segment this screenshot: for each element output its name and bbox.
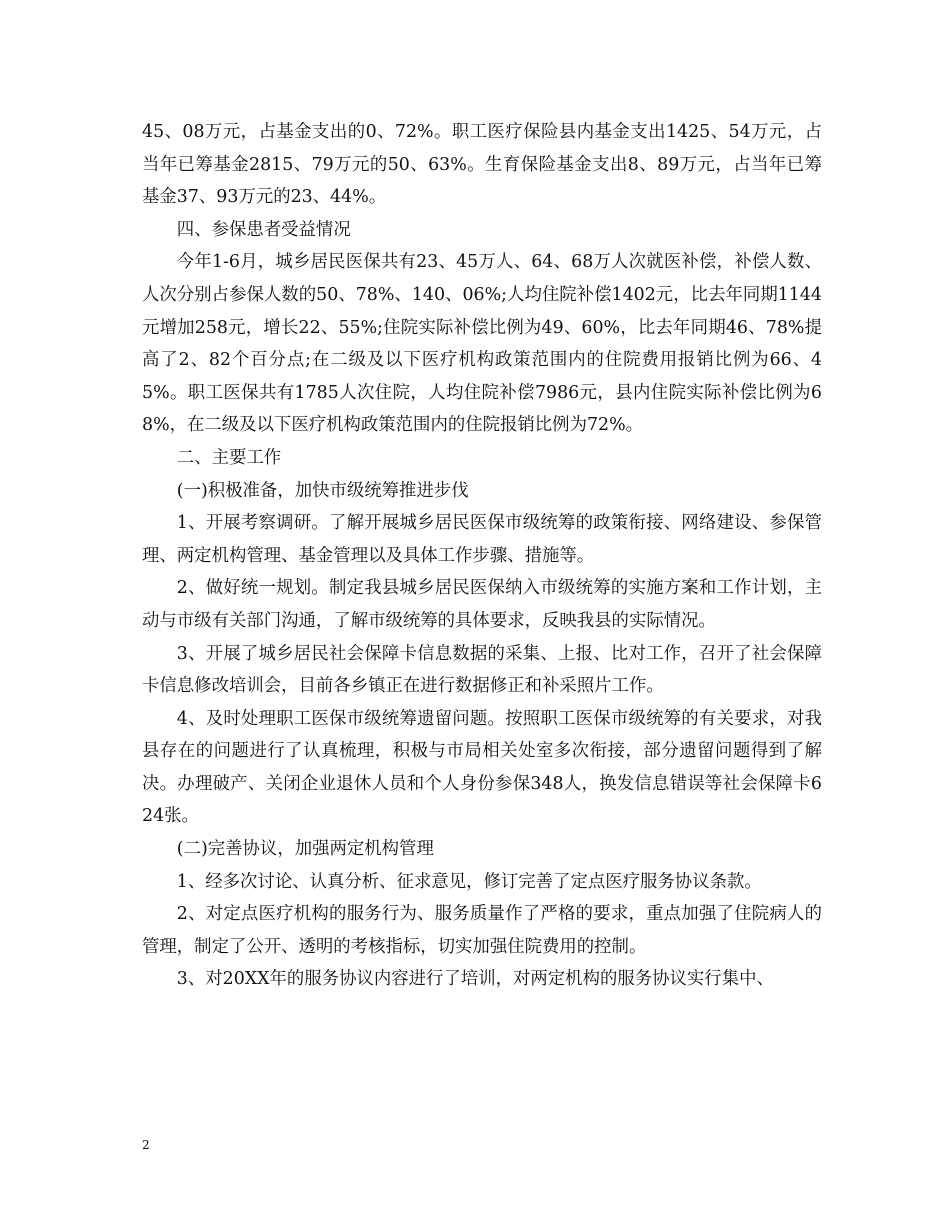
list-item-agreement-training: 3、对20XX年的服务协议内容进行了培训，对两定机构的服务协议实行集中、 — [176, 969, 774, 990]
paragraph-benefits-detail: 今年1-6月，城乡居民医保共有23、45万人、64、68万人次就医补偿，补偿人数、人次分别占参保人数的50、78%、140、06%;人均住院补偿1402元，比去年同期1144元增加258元，增长22、55%;住院实际补偿比例为49、60%，比去年同期46、78%提高了2、82个百分点;在二级及以下医疗机构政策范围内的住院费用报销比例为66、45%。职工医保共有1785人次住院，人均住院补偿7986元，县内住院实际补偿比例为68%，在二级及以下医疗机构政策范围内的住院报销比例为72%。 — [142, 252, 822, 436]
heading-main-work: 二、主要工作 — [176, 447, 282, 468]
list-item-revise-agreement: 1、经多次讨论、认真分析、征求意见，修订完善了定点医疗服务协议条款。 — [176, 871, 762, 892]
subheading-agreement-management: (二)完善协议，加强两定机构管理 — [176, 839, 434, 860]
paragraph-fund-expenditure: 45、08万元，占基金支出的0、72%。职工医疗保险县内基金支出1425、54万元，占当年已筹基金2815、79万元的50、63%。生育保险基金支出8、89万元，占当年已筹基金37、93万元的23、44%。 — [142, 122, 822, 208]
list-item-investigation: 1、开展考察调研。了解开展城乡居民医保市级统筹的政策衔接、网络建设、参保管理、两定机构管理、基金管理以及具体工作步骤、措施等。 — [142, 513, 822, 566]
document-body — [142, 116, 822, 996]
list-item-service-requirements: 2、对定点医疗机构的服务行为、服务质量作了严格的要求，重点加强了住院病人的管理，制定了公开、透明的考核指标，切实加强住院费用的控制。 — [142, 904, 822, 957]
list-item-social-security-card: 3、开展了城乡居民社会保障卡信息数据的采集、上报、比对工作，召开了社会保障卡信息修改培训会，目前各乡镇正在进行数据修正和补采照片工作。 — [142, 643, 822, 697]
list-item-legacy-issues: 4、及时处理职工医保市级统筹遗留问题。按照职工医保市级统筹的有关要求，对我县存在的问题进行了认真梳理，积极与市局相关处室多次衔接，部分遗留问题得到了解决。办理破产、关闭企业退休人员和个人身份参保348人，换发信息错误等社会保障卡624张。 — [142, 708, 822, 827]
list-item-unified-planning: 2、做好统一规划。制定我县城乡居民医保纳入市级统筹的实施方案和工作计划，主动与市级有关部门沟通，了解市级统筹的具体要求，反映我县的实际情况。 — [142, 578, 822, 631]
page-number: 2 — [142, 1138, 150, 1152]
heading-insured-benefits: 四、参保患者受益情况 — [176, 219, 351, 240]
subheading-city-level-coordination: (一)积极准备，加快市级统筹推进步伐 — [176, 480, 469, 501]
